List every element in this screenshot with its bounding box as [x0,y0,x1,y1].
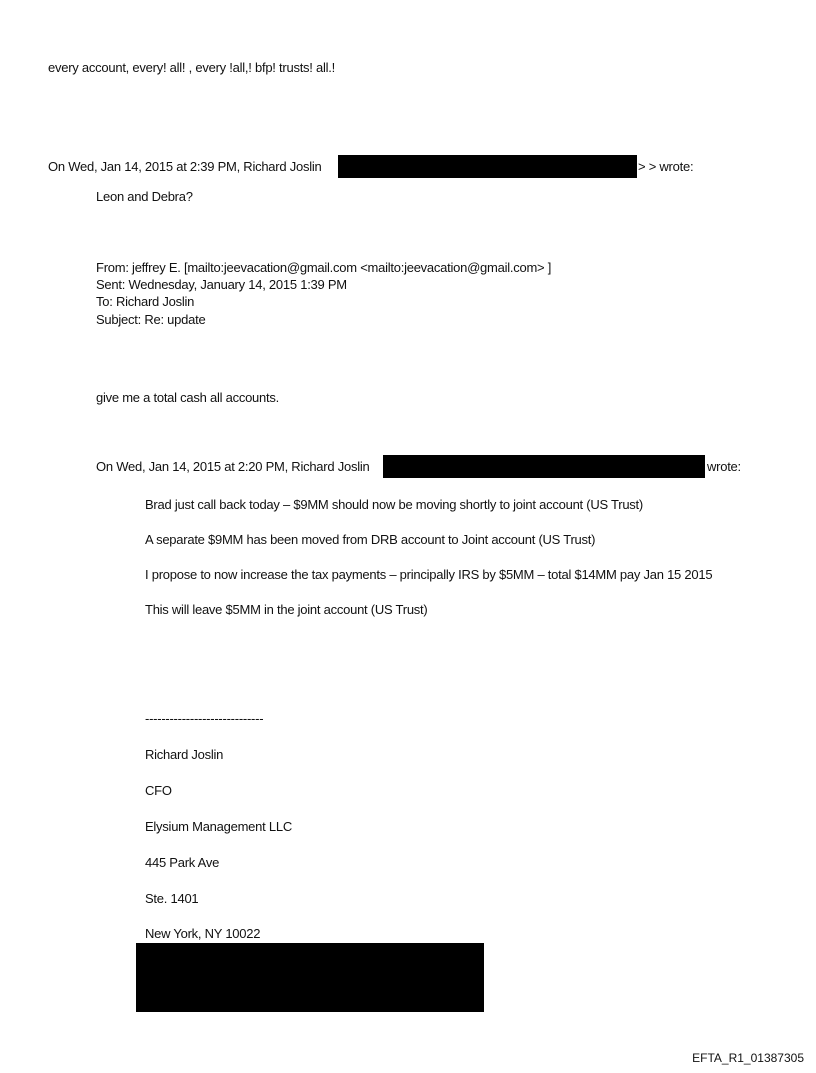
quote-body-1: Leon and Debra? [96,189,193,204]
quote-header-2-suffix: wrote: [707,459,741,474]
quote-line: I propose to now increase the tax payments – principally IRS by $5MM – total $14MM pay Jan 15 2015 [145,567,713,582]
document-id: EFTA_R1_01387305 [692,1051,804,1065]
signature-address2: Ste. 1401 [145,891,199,906]
signature-city: New York, NY 10022 [145,926,261,941]
redaction-box [338,155,637,178]
reply-text: every account, every! all! , every !all,! bfp! trusts! all.! [48,60,336,75]
forward-body: give me a total cash all accounts. [96,390,279,405]
quote-line: A separate $9MM has been moved from DRB account to Joint account (US Trust) [145,532,596,547]
quote-header-1-suffix: > > wrote: [638,159,694,174]
forward-to: To: Richard Joslin [96,294,195,309]
quote-line: This will leave $5MM in the joint account (US Trust) [145,602,428,617]
quote-header-2: On Wed, Jan 14, 2015 at 2:20 PM, Richard Joslin [96,459,370,474]
redaction-box [383,455,705,478]
signature-name: Richard Joslin [145,747,224,762]
signature-title: CFO [145,783,172,798]
forward-subject: Subject: Re: update [96,312,206,327]
forward-from: From: jeffrey E. [mailto:jeevacation@gmail.com <mailto:jeevacation@gmail.com> ] [96,260,552,275]
quote-line: Brad just call back today – $9MM should now be moving shortly to joint account (US Trust) [145,497,643,512]
redaction-box [136,943,484,1012]
signature-separator: ----------------------------- [145,711,264,726]
signature-address1: 445 Park Ave [145,855,220,870]
forward-sent: Sent: Wednesday, January 14, 2015 1:39 PM [96,277,347,292]
quote-header-1: On Wed, Jan 14, 2015 at 2:39 PM, Richard Joslin [48,159,322,174]
signature-company: Elysium Management LLC [145,819,292,834]
